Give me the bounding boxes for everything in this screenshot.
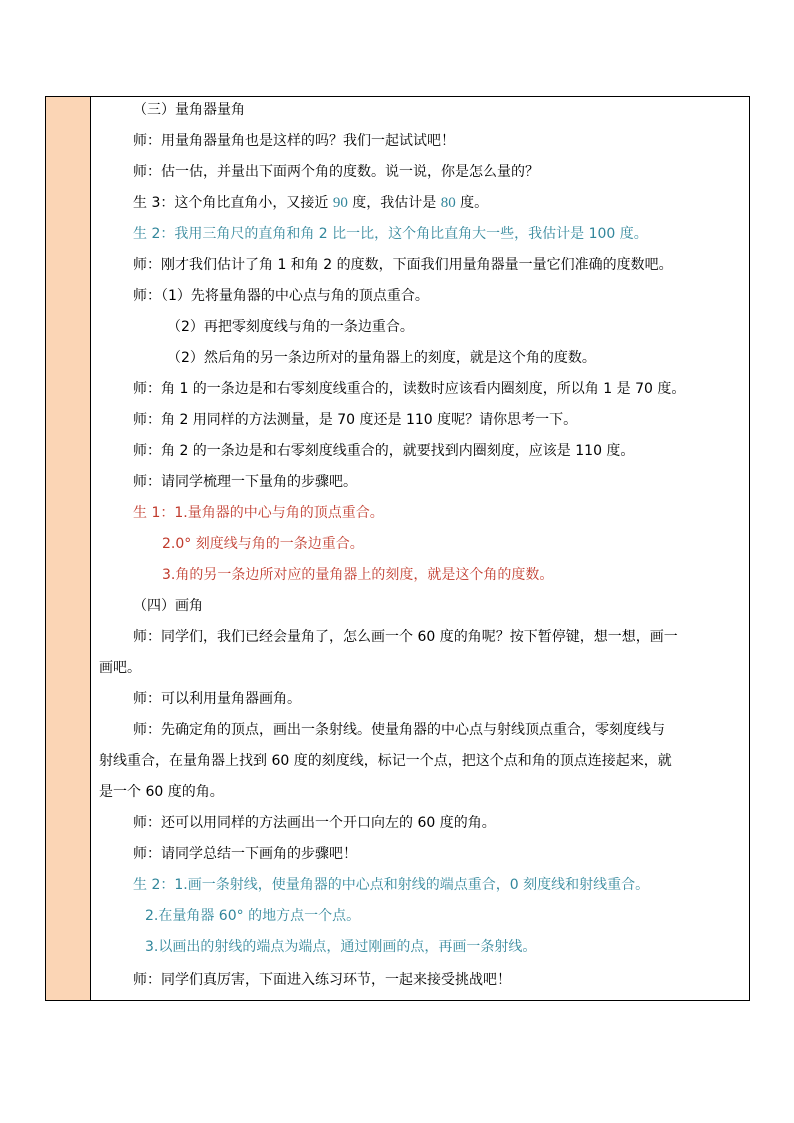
- text-line: 师：刚才我们估计了角 1 和角 2 的度数，下面我们用量角器量一量它们准确的度数吧。: [133, 257, 673, 273]
- text-line: 师：估一估，并量出下面两个角的度数。说一说，你是怎么量的？: [133, 164, 539, 180]
- number-highlight: 80: [440, 195, 456, 211]
- content-cell: [91, 97, 749, 1000]
- text-line: 是一个 60 度的角。: [99, 784, 224, 800]
- text-line: 师：角 2 的一条边是和右零刻度线重合的，就要找到内圈刻度，应该是 110 度。: [133, 443, 635, 459]
- student-answer-line: 生 2：1.画一条射线，使量角器的中心点和射线的端点重合，0 刻度线和射线重合。: [133, 877, 650, 893]
- left-column-cell: [46, 97, 91, 1000]
- text-segment: 生 3：这个角比直角小，又接近: [133, 195, 333, 211]
- text-segment: 度。: [455, 195, 489, 211]
- text-line: 师：同学们真厉害，下面进入练习环节，一起来接受挑战吧！: [133, 972, 511, 988]
- text-line: 师：可以利用量角器画角。: [133, 691, 301, 707]
- text-line: 师：先确定角的顶点，画出一条射线。使量角器的中心点与射线顶点重合，零刻度线与: [133, 722, 665, 738]
- student-answer-line: 2.0° 刻度线与角的一条边重合。: [162, 536, 364, 552]
- text-segment: 度，我估计是: [347, 195, 441, 211]
- text-line: 师：角 2 用同样的方法测量，是 70 度还是 110 度呢？请你思考一下。: [133, 412, 578, 428]
- section-heading-draw-angle: （四）画角: [133, 598, 203, 614]
- text-line: [133, 192, 741, 214]
- lesson-table: [45, 96, 750, 1001]
- text-line: 师：请同学梳理一下量角的步骤吧。: [133, 474, 357, 490]
- text-line: 画吧。: [99, 660, 141, 676]
- text-line: 师：请同学总结一下画角的步骤吧！: [133, 846, 357, 862]
- student-answer-line: 2.在量角器 60° 的地方点一个点。: [145, 908, 361, 924]
- number-highlight: 90: [332, 195, 348, 211]
- student-answer-line: 生 2：我用三角尺的直角和角 2 比一比，这个角比直角大一些，我估计是 100 度。: [133, 226, 648, 242]
- text-line: 射线重合，在量角器上找到 60 度的刻度线，标记一个点，把这个点和角的顶点连接起来，就: [99, 753, 672, 769]
- text-line: 师：同学们，我们已经会量角了，怎么画一个 60 度的角呢？按下暂停键，想一想，画一: [133, 629, 678, 645]
- student-answer-line: 生 1：1.量角器的中心与角的顶点重合。: [133, 505, 384, 521]
- text-line: 师：角 1 的一条边是和右零刻度线重合的，读数时应该看内圈刻度，所以角 1 是 70 度。: [133, 381, 686, 397]
- text-line: 师：用量角器量角也是这样的吗？我们一起试试吧！: [133, 133, 455, 149]
- text-line: （2）再把零刻度线与角的一条边重合。: [167, 319, 414, 335]
- text-line: （2）然后角的另一条边所对的量角器上的刻度，就是这个角的度数。: [167, 350, 596, 366]
- student-answer-line: 3.角的另一条边所对应的量角器上的刻度，就是这个角的度数。: [162, 567, 554, 583]
- section-heading-protractor: （三）量角器量角: [133, 102, 245, 118]
- text-line: 师：（1）先将量角器的中心点与角的顶点重合。: [133, 288, 429, 304]
- text-line: 师：还可以用同样的方法画出一个开口向左的 60 度的角。: [133, 815, 496, 831]
- student-answer-line: 3.以画出的射线的端点为端点，通过刚画的点，再画一条射线。: [145, 939, 537, 955]
